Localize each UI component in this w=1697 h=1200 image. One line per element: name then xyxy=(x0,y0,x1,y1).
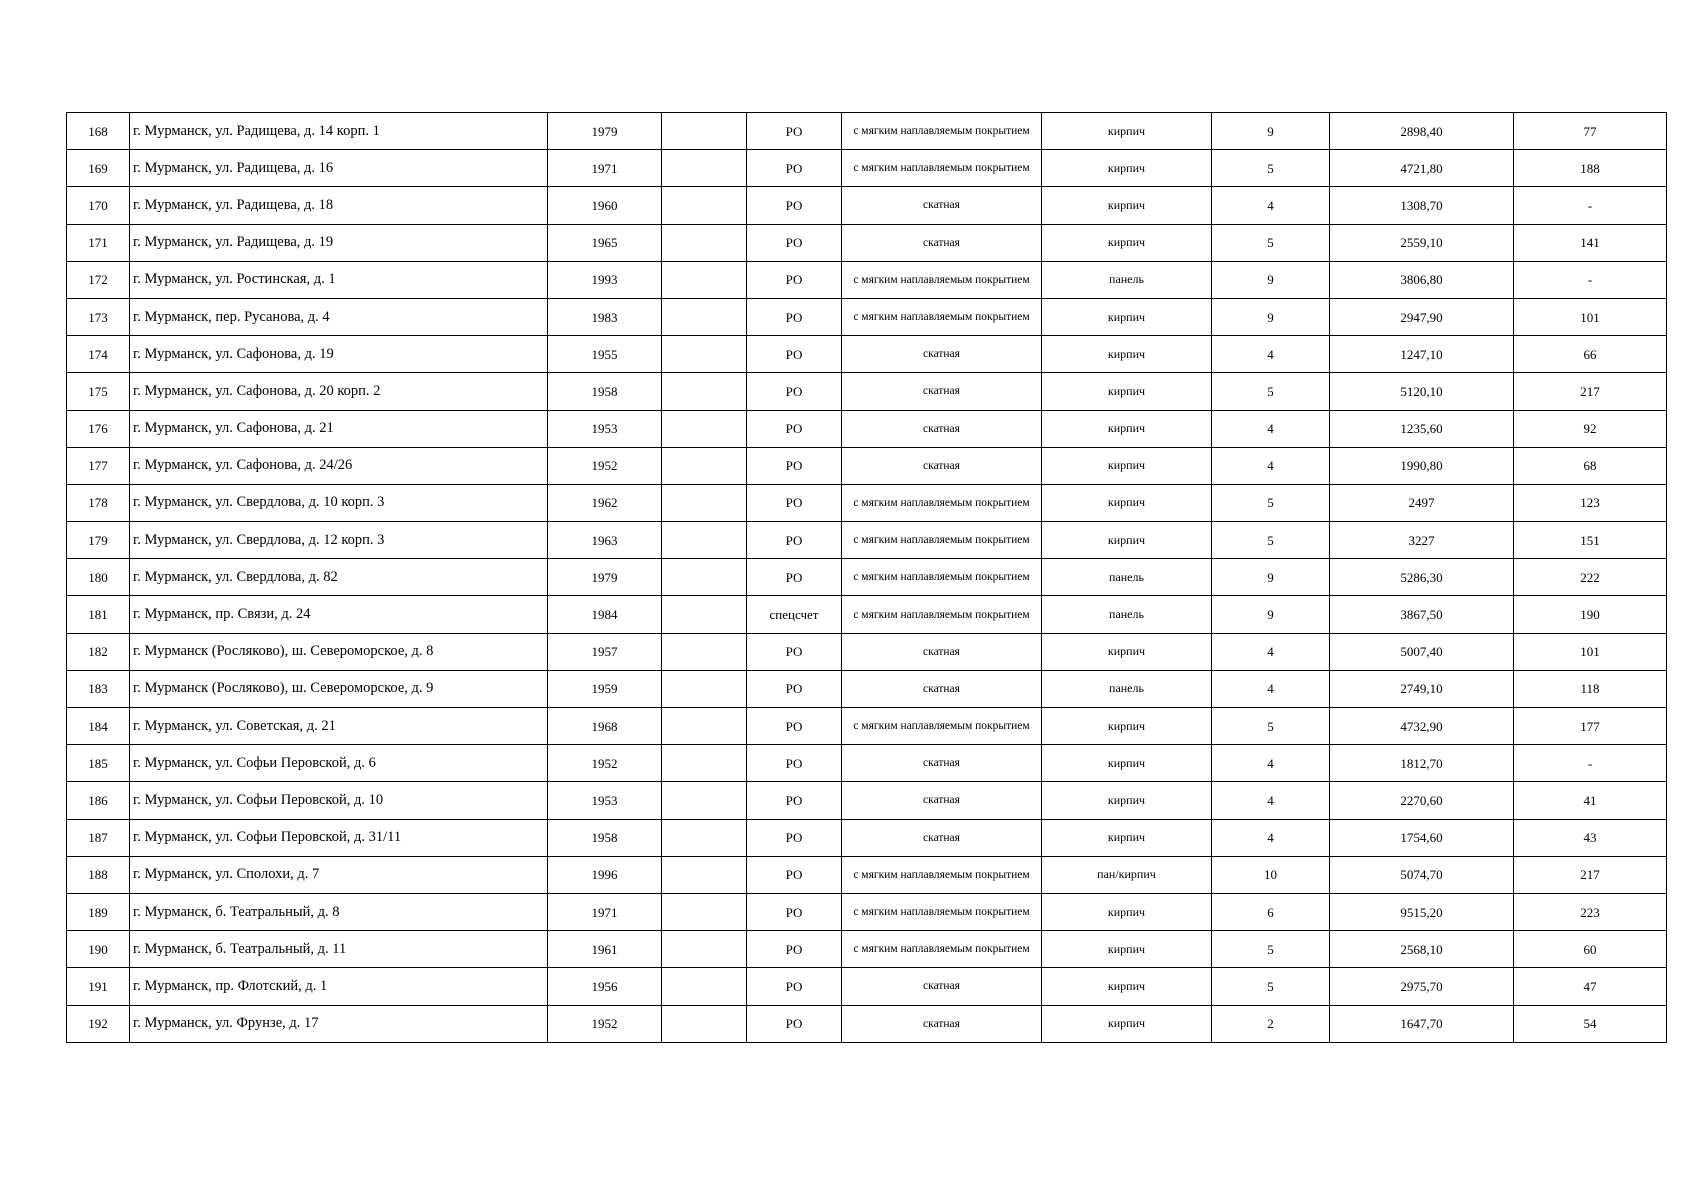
roof-type-cell: с мягким наплавляемым покрытием xyxy=(842,893,1042,930)
address-cell: г. Мурманск, пр. Флотский, д. 1 xyxy=(130,968,548,1005)
floors-cell: 9 xyxy=(1212,261,1330,298)
area-cell: 3227 xyxy=(1330,522,1514,559)
row-number-cell: 185 xyxy=(67,745,130,782)
build-year-cell: 1961 xyxy=(548,931,662,968)
empty-cell xyxy=(662,745,747,782)
row-number-cell: 191 xyxy=(67,968,130,1005)
fund-account-cell: РО xyxy=(747,745,842,782)
residents-count-cell: 68 xyxy=(1514,447,1667,484)
address-cell: г. Мурманск, ул. Ростинская, д. 1 xyxy=(130,261,548,298)
build-year-cell: 1958 xyxy=(548,819,662,856)
roof-type-cell: скатная xyxy=(842,187,1042,224)
fund-account-cell: РО xyxy=(747,373,842,410)
empty-cell xyxy=(662,187,747,224)
empty-cell xyxy=(662,522,747,559)
floors-cell: 4 xyxy=(1212,447,1330,484)
wall-material-cell: кирпич xyxy=(1042,373,1212,410)
row-number-cell: 189 xyxy=(67,893,130,930)
floors-cell: 4 xyxy=(1212,782,1330,819)
row-number-cell: 172 xyxy=(67,261,130,298)
floors-cell: 5 xyxy=(1212,224,1330,261)
floors-cell: 5 xyxy=(1212,931,1330,968)
fund-account-cell: РО xyxy=(747,113,842,150)
residents-count-cell: 54 xyxy=(1514,1005,1667,1042)
build-year-cell: 1971 xyxy=(548,150,662,187)
wall-material-cell: панель xyxy=(1042,596,1212,633)
wall-material-cell: кирпич xyxy=(1042,150,1212,187)
table-row xyxy=(67,782,1667,819)
row-number-cell: 188 xyxy=(67,856,130,893)
residents-count-cell: 141 xyxy=(1514,224,1667,261)
wall-material-cell: кирпич xyxy=(1042,187,1212,224)
empty-cell xyxy=(662,410,747,447)
table-row xyxy=(67,819,1667,856)
roof-type-cell: с мягким наплавляемым покрытием xyxy=(842,931,1042,968)
fund-account-cell: РО xyxy=(747,522,842,559)
build-year-cell: 1996 xyxy=(548,856,662,893)
empty-cell xyxy=(662,708,747,745)
area-cell: 3806,80 xyxy=(1330,261,1514,298)
fund-account-cell: РО xyxy=(747,1005,842,1042)
residents-count-cell: 101 xyxy=(1514,298,1667,335)
table-row xyxy=(67,187,1667,224)
residents-count-cell: - xyxy=(1514,187,1667,224)
wall-material-cell: кирпич xyxy=(1042,1005,1212,1042)
fund-account-cell: РО xyxy=(747,856,842,893)
build-year-cell: 1953 xyxy=(548,410,662,447)
row-number-cell: 183 xyxy=(67,670,130,707)
fund-account-cell: РО xyxy=(747,633,842,670)
area-cell: 1308,70 xyxy=(1330,187,1514,224)
table-row xyxy=(67,410,1667,447)
residents-count-cell: 101 xyxy=(1514,633,1667,670)
residents-count-cell: 223 xyxy=(1514,893,1667,930)
table-row xyxy=(67,336,1667,373)
residents-count-cell: 41 xyxy=(1514,782,1667,819)
build-year-cell: 1960 xyxy=(548,187,662,224)
roof-type-cell: с мягким наплавляемым покрытием xyxy=(842,856,1042,893)
wall-material-cell: кирпич xyxy=(1042,819,1212,856)
floors-cell: 2 xyxy=(1212,1005,1330,1042)
residents-count-cell: - xyxy=(1514,261,1667,298)
document-sheet xyxy=(66,112,1663,1043)
row-number-cell: 190 xyxy=(67,931,130,968)
row-number-cell: 192 xyxy=(67,1005,130,1042)
roof-type-cell: с мягким наплавляемым покрытием xyxy=(842,113,1042,150)
fund-account-cell: РО xyxy=(747,893,842,930)
residents-count-cell: 47 xyxy=(1514,968,1667,1005)
address-cell: г. Мурманск, ул. Советская, д. 21 xyxy=(130,708,548,745)
area-cell: 9515,20 xyxy=(1330,893,1514,930)
area-cell: 1247,10 xyxy=(1330,336,1514,373)
empty-cell xyxy=(662,447,747,484)
wall-material-cell: кирпич xyxy=(1042,931,1212,968)
floors-cell: 4 xyxy=(1212,819,1330,856)
residents-count-cell: 66 xyxy=(1514,336,1667,373)
row-number-cell: 174 xyxy=(67,336,130,373)
residents-count-cell: 77 xyxy=(1514,113,1667,150)
build-year-cell: 1979 xyxy=(548,113,662,150)
area-cell: 2975,70 xyxy=(1330,968,1514,1005)
wall-material-cell: кирпич xyxy=(1042,447,1212,484)
empty-cell xyxy=(662,1005,747,1042)
wall-material-cell: кирпич xyxy=(1042,633,1212,670)
table-row xyxy=(67,261,1667,298)
roof-type-cell: скатная xyxy=(842,670,1042,707)
fund-account-cell: РО xyxy=(747,670,842,707)
build-year-cell: 1952 xyxy=(548,745,662,782)
row-number-cell: 175 xyxy=(67,373,130,410)
table-row xyxy=(67,447,1667,484)
fund-account-cell: спецсчет xyxy=(747,596,842,633)
empty-cell xyxy=(662,782,747,819)
residents-count-cell: 43 xyxy=(1514,819,1667,856)
residents-count-cell: 190 xyxy=(1514,596,1667,633)
floors-cell: 9 xyxy=(1212,298,1330,335)
build-year-cell: 1971 xyxy=(548,893,662,930)
build-year-cell: 1959 xyxy=(548,670,662,707)
wall-material-cell: кирпич xyxy=(1042,968,1212,1005)
table-row xyxy=(67,596,1667,633)
floors-cell: 5 xyxy=(1212,484,1330,521)
fund-account-cell: РО xyxy=(747,150,842,187)
address-cell: г. Мурманск, ул. Радищева, д. 14 корп. 1 xyxy=(130,113,548,150)
row-number-cell: 177 xyxy=(67,447,130,484)
empty-cell xyxy=(662,596,747,633)
table-body xyxy=(67,113,1667,1043)
empty-cell xyxy=(662,113,747,150)
floors-cell: 9 xyxy=(1212,559,1330,596)
address-cell: г. Мурманск, ул. Свердлова, д. 10 корп. 3 xyxy=(130,484,548,521)
build-year-cell: 1953 xyxy=(548,782,662,819)
roof-type-cell: с мягким наплавляемым покрытием xyxy=(842,484,1042,521)
fund-account-cell: РО xyxy=(747,447,842,484)
roof-type-cell: скатная xyxy=(842,447,1042,484)
floors-cell: 4 xyxy=(1212,410,1330,447)
build-year-cell: 1993 xyxy=(548,261,662,298)
empty-cell xyxy=(662,893,747,930)
build-year-cell: 1968 xyxy=(548,708,662,745)
residents-count-cell: - xyxy=(1514,745,1667,782)
build-year-cell: 1955 xyxy=(548,336,662,373)
floors-cell: 5 xyxy=(1212,373,1330,410)
wall-material-cell: кирпич xyxy=(1042,484,1212,521)
roof-type-cell: с мягким наплавляемым покрытием xyxy=(842,261,1042,298)
wall-material-cell: кирпич xyxy=(1042,745,1212,782)
table-row xyxy=(67,968,1667,1005)
floors-cell: 5 xyxy=(1212,708,1330,745)
row-number-cell: 170 xyxy=(67,187,130,224)
area-cell: 3867,50 xyxy=(1330,596,1514,633)
residents-count-cell: 92 xyxy=(1514,410,1667,447)
floors-cell: 4 xyxy=(1212,336,1330,373)
row-number-cell: 179 xyxy=(67,522,130,559)
build-year-cell: 1965 xyxy=(548,224,662,261)
wall-material-cell: пан/кирпич xyxy=(1042,856,1212,893)
build-year-cell: 1979 xyxy=(548,559,662,596)
empty-cell xyxy=(662,856,747,893)
table-row xyxy=(67,931,1667,968)
residents-count-cell: 123 xyxy=(1514,484,1667,521)
fund-account-cell: РО xyxy=(747,931,842,968)
wall-material-cell: кирпич xyxy=(1042,782,1212,819)
address-cell: г. Мурманск, пр. Связи, д. 24 xyxy=(130,596,548,633)
address-cell: г. Мурманск, ул. Радищева, д. 16 xyxy=(130,150,548,187)
address-cell: г. Мурманск, ул. Радищева, д. 19 xyxy=(130,224,548,261)
address-cell: г. Мурманск, ул. Сафонова, д. 20 корп. 2 xyxy=(130,373,548,410)
table-row xyxy=(67,745,1667,782)
address-cell: г. Мурманск, ул. Сафонова, д. 24/26 xyxy=(130,447,548,484)
roof-type-cell: скатная xyxy=(842,819,1042,856)
residents-count-cell: 188 xyxy=(1514,150,1667,187)
empty-cell xyxy=(662,484,747,521)
fund-account-cell: РО xyxy=(747,819,842,856)
residents-count-cell: 217 xyxy=(1514,373,1667,410)
residents-count-cell: 222 xyxy=(1514,559,1667,596)
floors-cell: 9 xyxy=(1212,113,1330,150)
address-cell: г. Мурманск, ул. Свердлова, д. 12 корп. 3 xyxy=(130,522,548,559)
build-year-cell: 1956 xyxy=(548,968,662,1005)
area-cell: 2568,10 xyxy=(1330,931,1514,968)
fund-account-cell: РО xyxy=(747,708,842,745)
area-cell: 5120,10 xyxy=(1330,373,1514,410)
area-cell: 1235,60 xyxy=(1330,410,1514,447)
address-cell: г. Мурманск, ул. Сполохи, д. 7 xyxy=(130,856,548,893)
fund-account-cell: РО xyxy=(747,782,842,819)
roof-type-cell: с мягким наплавляемым покрытием xyxy=(842,708,1042,745)
fund-account-cell: РО xyxy=(747,559,842,596)
row-number-cell: 186 xyxy=(67,782,130,819)
wall-material-cell: кирпич xyxy=(1042,224,1212,261)
fund-account-cell: РО xyxy=(747,187,842,224)
area-cell: 2270,60 xyxy=(1330,782,1514,819)
area-cell: 2947,90 xyxy=(1330,298,1514,335)
roof-type-cell: с мягким наплавляемым покрытием xyxy=(842,298,1042,335)
roof-type-cell: скатная xyxy=(842,1005,1042,1042)
floors-cell: 4 xyxy=(1212,187,1330,224)
floors-cell: 9 xyxy=(1212,596,1330,633)
fund-account-cell: РО xyxy=(747,484,842,521)
housing-registry-table xyxy=(66,112,1667,1043)
table-row xyxy=(67,522,1667,559)
area-cell: 5286,30 xyxy=(1330,559,1514,596)
address-cell: г. Мурманск, пер. Русанова, д. 4 xyxy=(130,298,548,335)
table-row xyxy=(67,856,1667,893)
wall-material-cell: панель xyxy=(1042,261,1212,298)
area-cell: 1647,70 xyxy=(1330,1005,1514,1042)
build-year-cell: 1963 xyxy=(548,522,662,559)
build-year-cell: 1952 xyxy=(548,1005,662,1042)
table-row xyxy=(67,373,1667,410)
row-number-cell: 187 xyxy=(67,819,130,856)
row-number-cell: 176 xyxy=(67,410,130,447)
address-cell: г. Мурманск, ул. Радищева, д. 18 xyxy=(130,187,548,224)
area-cell: 2898,40 xyxy=(1330,113,1514,150)
empty-cell xyxy=(662,633,747,670)
build-year-cell: 1957 xyxy=(548,633,662,670)
roof-type-cell: с мягким наплавляемым покрытием xyxy=(842,596,1042,633)
table-row xyxy=(67,1005,1667,1042)
area-cell: 2749,10 xyxy=(1330,670,1514,707)
roof-type-cell: скатная xyxy=(842,410,1042,447)
row-number-cell: 181 xyxy=(67,596,130,633)
residents-count-cell: 118 xyxy=(1514,670,1667,707)
roof-type-cell: скатная xyxy=(842,782,1042,819)
floors-cell: 5 xyxy=(1212,968,1330,1005)
wall-material-cell: кирпич xyxy=(1042,708,1212,745)
empty-cell xyxy=(662,150,747,187)
wall-material-cell: кирпич xyxy=(1042,298,1212,335)
address-cell: г. Мурманск, б. Театральный, д. 8 xyxy=(130,893,548,930)
empty-cell xyxy=(662,298,747,335)
table-row xyxy=(67,113,1667,150)
roof-type-cell: с мягким наплавляемым покрытием xyxy=(842,150,1042,187)
roof-type-cell: скатная xyxy=(842,968,1042,1005)
empty-cell xyxy=(662,670,747,707)
area-cell: 1754,60 xyxy=(1330,819,1514,856)
fund-account-cell: РО xyxy=(747,968,842,1005)
address-cell: г. Мурманск (Росляково), ш. Североморское, д. 8 xyxy=(130,633,548,670)
area-cell: 1990,80 xyxy=(1330,447,1514,484)
table-row xyxy=(67,150,1667,187)
area-cell: 4721,80 xyxy=(1330,150,1514,187)
table-row xyxy=(67,670,1667,707)
residents-count-cell: 60 xyxy=(1514,931,1667,968)
wall-material-cell: кирпич xyxy=(1042,522,1212,559)
area-cell: 2497 xyxy=(1330,484,1514,521)
wall-material-cell: кирпич xyxy=(1042,893,1212,930)
table-row xyxy=(67,298,1667,335)
row-number-cell: 184 xyxy=(67,708,130,745)
wall-material-cell: панель xyxy=(1042,559,1212,596)
roof-type-cell: скатная xyxy=(842,224,1042,261)
residents-count-cell: 217 xyxy=(1514,856,1667,893)
roof-type-cell: скатная xyxy=(842,373,1042,410)
build-year-cell: 1984 xyxy=(548,596,662,633)
roof-type-cell: с мягким наплавляемым покрытием xyxy=(842,559,1042,596)
address-cell: г. Мурманск, ул. Сафонова, д. 19 xyxy=(130,336,548,373)
build-year-cell: 1962 xyxy=(548,484,662,521)
build-year-cell: 1952 xyxy=(548,447,662,484)
area-cell: 2559,10 xyxy=(1330,224,1514,261)
floors-cell: 5 xyxy=(1212,150,1330,187)
table-row xyxy=(67,893,1667,930)
wall-material-cell: панель xyxy=(1042,670,1212,707)
empty-cell xyxy=(662,224,747,261)
floors-cell: 4 xyxy=(1212,633,1330,670)
roof-type-cell: скатная xyxy=(842,336,1042,373)
empty-cell xyxy=(662,559,747,596)
address-cell: г. Мурманск (Росляково), ш. Североморское, д. 9 xyxy=(130,670,548,707)
table-row xyxy=(67,224,1667,261)
fund-account-cell: РО xyxy=(747,336,842,373)
address-cell: г. Мурманск, ул. Софьи Перовской, д. 10 xyxy=(130,782,548,819)
row-number-cell: 168 xyxy=(67,113,130,150)
area-cell: 5007,40 xyxy=(1330,633,1514,670)
row-number-cell: 180 xyxy=(67,559,130,596)
build-year-cell: 1983 xyxy=(548,298,662,335)
roof-type-cell: скатная xyxy=(842,633,1042,670)
floors-cell: 4 xyxy=(1212,745,1330,782)
wall-material-cell: кирпич xyxy=(1042,113,1212,150)
empty-cell xyxy=(662,373,747,410)
row-number-cell: 169 xyxy=(67,150,130,187)
address-cell: г. Мурманск, б. Театральный, д. 11 xyxy=(130,931,548,968)
floors-cell: 6 xyxy=(1212,893,1330,930)
wall-material-cell: кирпич xyxy=(1042,336,1212,373)
fund-account-cell: РО xyxy=(747,261,842,298)
empty-cell xyxy=(662,968,747,1005)
empty-cell xyxy=(662,931,747,968)
roof-type-cell: скатная xyxy=(842,745,1042,782)
row-number-cell: 182 xyxy=(67,633,130,670)
row-number-cell: 178 xyxy=(67,484,130,521)
area-cell: 4732,90 xyxy=(1330,708,1514,745)
address-cell: г. Мурманск, ул. Софьи Перовской, д. 6 xyxy=(130,745,548,782)
table-row xyxy=(67,484,1667,521)
fund-account-cell: РО xyxy=(747,224,842,261)
row-number-cell: 171 xyxy=(67,224,130,261)
residents-count-cell: 177 xyxy=(1514,708,1667,745)
floors-cell: 5 xyxy=(1212,522,1330,559)
table-row xyxy=(67,559,1667,596)
address-cell: г. Мурманск, ул. Сафонова, д. 21 xyxy=(130,410,548,447)
floors-cell: 4 xyxy=(1212,670,1330,707)
fund-account-cell: РО xyxy=(747,298,842,335)
address-cell: г. Мурманск, ул. Свердлова, д. 82 xyxy=(130,559,548,596)
table-row xyxy=(67,708,1667,745)
roof-type-cell: с мягким наплавляемым покрытием xyxy=(842,522,1042,559)
address-cell: г. Мурманск, ул. Софьи Перовской, д. 31/11 xyxy=(130,819,548,856)
address-cell: г. Мурманск, ул. Фрунзе, д. 17 xyxy=(130,1005,548,1042)
area-cell: 5074,70 xyxy=(1330,856,1514,893)
area-cell: 1812,70 xyxy=(1330,745,1514,782)
wall-material-cell: кирпич xyxy=(1042,410,1212,447)
fund-account-cell: РО xyxy=(747,410,842,447)
empty-cell xyxy=(662,336,747,373)
build-year-cell: 1958 xyxy=(548,373,662,410)
empty-cell xyxy=(662,819,747,856)
floors-cell: 10 xyxy=(1212,856,1330,893)
empty-cell xyxy=(662,261,747,298)
row-number-cell: 173 xyxy=(67,298,130,335)
table-row xyxy=(67,633,1667,670)
residents-count-cell: 151 xyxy=(1514,522,1667,559)
